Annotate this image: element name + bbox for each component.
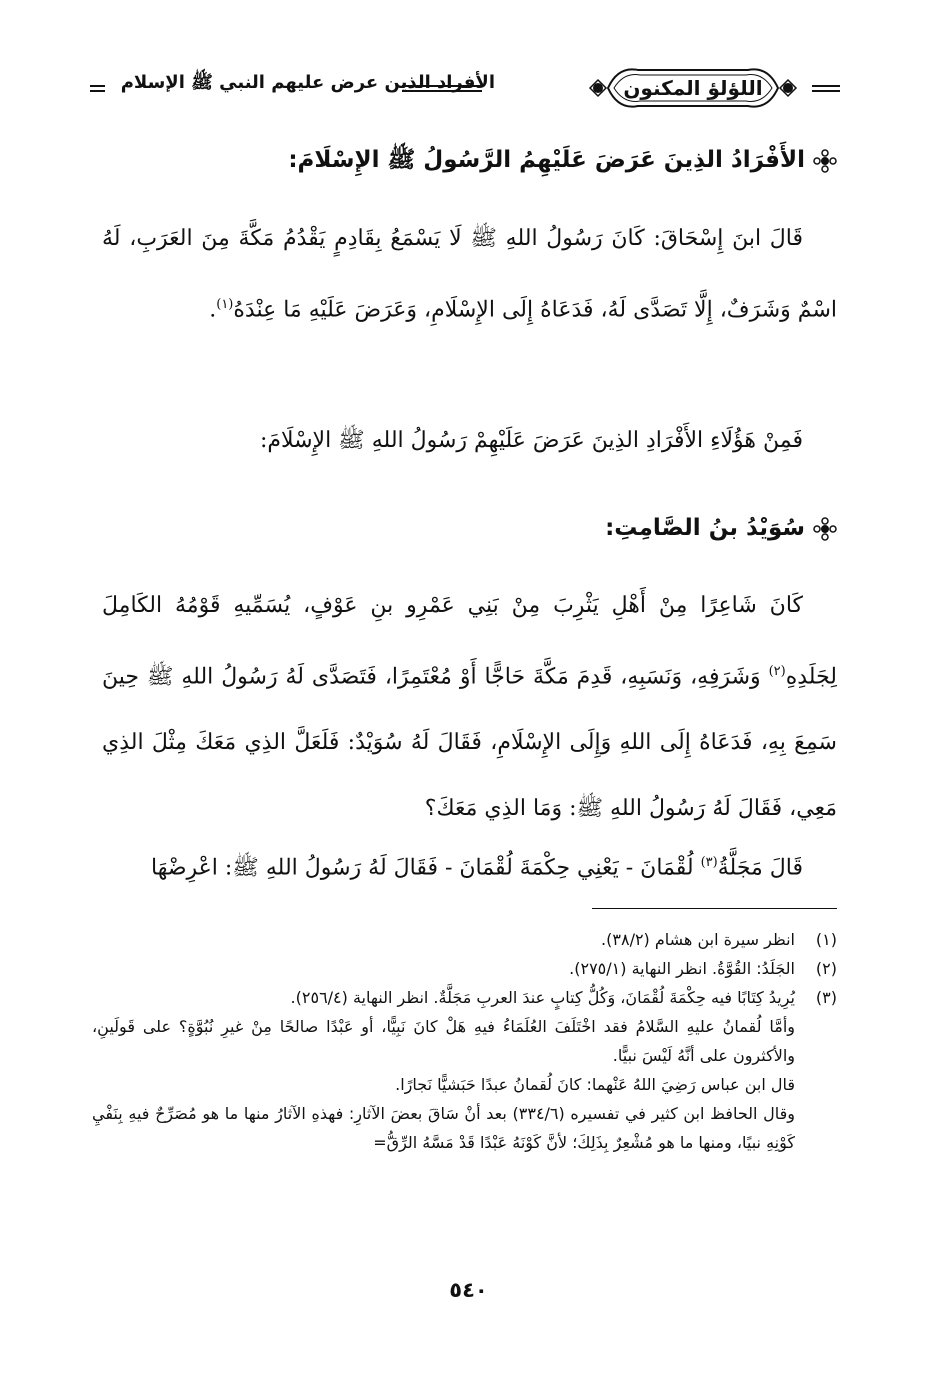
footnote-number: (٣)	[815, 988, 837, 1007]
footnote	[92, 925, 837, 954]
footnote-continuation: قال ابن عباس رَضِيَ اللهُ عَنْهما: كانَ لُقمانُ عبدًا حَبَشيًّا نَجارًا.	[395, 1075, 795, 1094]
footnote	[92, 983, 837, 1012]
footnote-text: الجَلَدُ: القُوَّةُ. انظر النهاية (٢٧٥/١).	[569, 959, 795, 978]
paragraph-text: وَشَرَفِهِ، وَنَسَبِهِ، قَدِمَ مَكَّةَ حَاجًّا أَوْ مُعْتَمِرًا، فَتَصَدَّى لَهُ رَسُولُ اللهِ ﷺ حِينَ سَمِعَ بِهِ، فَدَعَاهُ إِلَى اللهِ وَإِلَى الإِسْلَامِ، فَقَالَ لَهُ سُوَيْدٌ: فَلَعَلَّ الذِي مَعَكَ مِثْلَ الذِي مَعِي، فَقَالَ لَهُ رَسُولُ اللهِ ﷺ: وَمَا الذِي مَعَكَ؟	[102, 664, 837, 822]
footnote-number: (٢)	[815, 959, 837, 978]
intro-text: فَمِنْ هَؤُلَاءِ الأَفْرَادِ الذِينَ عَرَضَ عَلَيْهِمْ رَسُولُ اللهِ ﷺ الإِسْلَامَ:	[259, 428, 803, 453]
footnote-continuation: وأمَّا لُقمانُ عليهِ السَّلامُ فقد اخْتَلَفَ العُلَمَاءُ فيهِ هَلْ كانَ نَبِيًّا، أو عَبْدًا صالحًا مِنْ غيرِ نُبُوَّةٍ؟ على قَولَينِ، والأكثرون على أنَّهُ لَيْسَ نبيًّا.	[92, 1017, 795, 1065]
footnote-text: يُرِيدُ كِتَابًا فيه حِكْمَةَ لُقْمَانَ، وَكُلُّ كِتابٍ عندَ العربِ مَجَلَّةٌ. انظر النهاية (٢٥٦/٤).	[290, 988, 795, 1007]
footnote-ref[interactable]: (٢)	[768, 664, 786, 679]
footnotes	[92, 925, 837, 1157]
flower-ornament-icon	[813, 517, 837, 541]
paragraph-text: كَانَ شَاعِرًا مِنْ أَهْلِ يَثْرِبَ مِنْ بَنِي عَمْرِو بنِ عَوْفٍ، يُسَمِّيهِ قَوْمُهُ الكَامِلَ لِجَلَدِهِ	[102, 593, 837, 690]
book-title: اللؤلؤ المكنون	[623, 76, 763, 100]
flower-ornament-icon	[813, 149, 837, 173]
footnote-continuation: وقال الحافظ ابن كثير في تفسيره (٣٣٤/٦) بعد أنْ سَاقَ بعضَ الآثارِ: فهذهِ الآثارُ منها ما هو مُصَرِّحٌ فيهِ بِنَفْيِ كَوْنِهِ نبيًا، ومنها ما هو مُشْعِرٌ بِذَلِكَ؛ لأنَّ كَوْنَهُ عَبْدًا قَدْ مَسَّهُ الرِّقُّ=	[92, 1104, 796, 1152]
title-ornament-frame	[588, 62, 798, 114]
header-rule	[812, 85, 840, 92]
paragraph	[102, 830, 837, 901]
footnote-text: انظر سيرة ابن هشام (٣٨/٢).	[601, 930, 795, 949]
footnote	[92, 954, 837, 983]
paragraph-text: لُقْمَانَ - يَعْنِي حِكْمَةَ لُقْمَانَ - فَقَالَ لَهُ رَسُولُ اللهِ ﷺ: اعْرِضْهَا	[150, 855, 701, 881]
section-heading	[102, 508, 837, 548]
paragraph-text: قَالَ مَجَلَّةُ	[717, 855, 803, 881]
paragraph-text: قَالَ ابنَ إِسْحَاقَ: كَانَ رَسُولُ اللهِ ﷺ لَا يَسْمَعُ بِقَادِمٍ يَقْدُمُ مَكَّةَ مِنَ العَرَبِ، لَهُ اسْمٌ وَشَرَفٌ، إِلَّا تَصَدَّى لَهُ، فَدَعَاهُ إِلَى الإِسْلَامِ، وَعَرَضَ عَلَيْهِ مَا عِنْدَهُ	[102, 226, 837, 323]
page-number: ٥٤٠	[449, 1278, 488, 1302]
footnote-ref[interactable]: (١)	[216, 297, 234, 312]
footnote-number: (١)	[815, 930, 837, 949]
running-header	[90, 58, 840, 118]
paragraph	[102, 206, 837, 343]
section-heading	[102, 140, 837, 180]
section-heading-text: الأَفْرَادُ الذِينَ عَرَضَ عَلَيْهِمُ الرَّسُولُ ﷺ الإِسْلَامَ:	[288, 147, 805, 173]
chapter-title: الأفراد الذين عرض عليهم النبي ﷺ الإسلام	[120, 72, 495, 93]
paragraph	[102, 408, 837, 474]
header-rule	[90, 85, 105, 92]
paragraph	[102, 573, 837, 842]
footnote-ref[interactable]: (٣)	[700, 855, 718, 870]
paragraph-end: .	[209, 297, 217, 323]
section-heading-text: سُوَيْدُ بنُ الصَّامِتِ:	[605, 515, 805, 541]
footnote-separator	[592, 908, 837, 909]
